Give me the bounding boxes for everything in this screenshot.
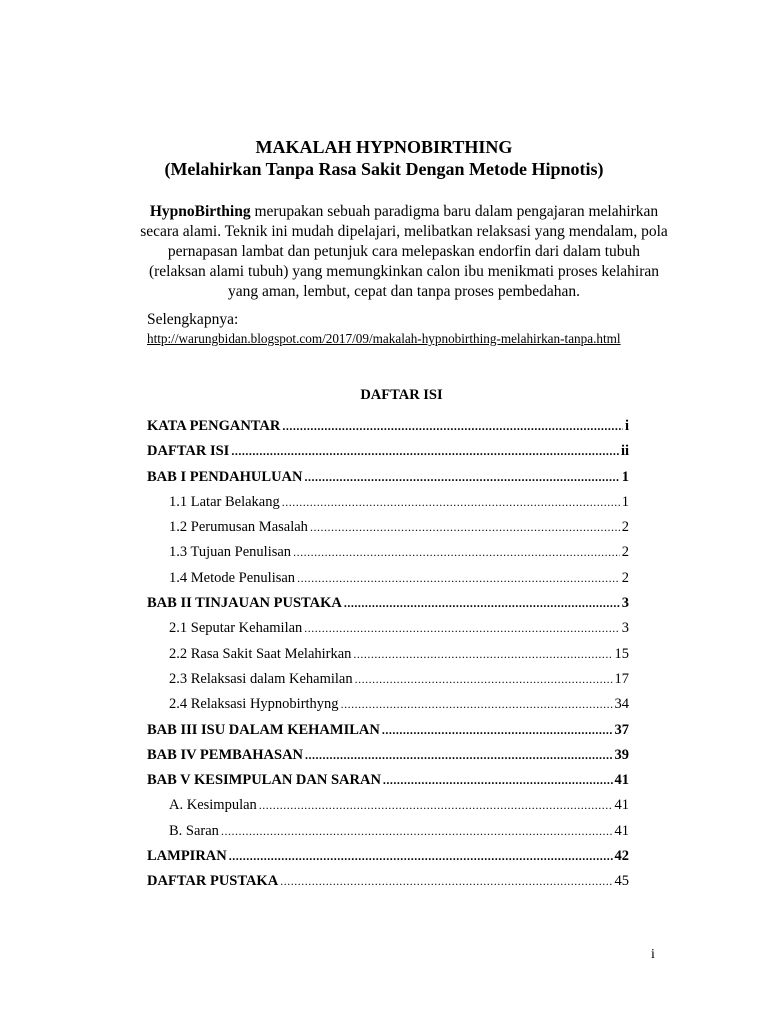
toc-entry xyxy=(147,517,629,542)
toc-leader-dots xyxy=(231,441,619,461)
toc-entry-page: i xyxy=(624,418,629,434)
toc-leader-dots xyxy=(259,795,613,815)
toc-entry-page: ii xyxy=(620,443,629,460)
toc-leader-dots xyxy=(310,517,620,537)
toc-entry xyxy=(147,644,629,669)
toc-leader-dots xyxy=(344,593,620,613)
toc-leader-dots xyxy=(382,720,613,740)
toc-entry-page: 2 xyxy=(621,544,629,561)
toc-entry-page: 34 xyxy=(614,696,629,713)
toc-entry-label: B. Saran xyxy=(169,822,219,839)
toc-entry-label: 2.2 Rasa Sakit Saat Melahirkan xyxy=(169,645,352,662)
toc-leader-dots xyxy=(305,745,612,765)
toc-entry-label: BAB III ISU DALAM KEHAMILAN xyxy=(147,721,380,738)
toc-entry-label: 2.3 Relaksasi dalam Kehamilan xyxy=(169,670,353,687)
toc-entry-page: 17 xyxy=(614,670,629,687)
toc-entry-page: 2 xyxy=(621,569,629,586)
toc-entry-page: 1 xyxy=(621,468,629,485)
toc-entry-label: 1.3 Tujuan Penulisan xyxy=(169,544,292,561)
toc-entry-label: BAB IV PEMBAHASAN xyxy=(147,746,304,763)
toc-entry xyxy=(147,795,629,820)
toc-entry-label: 2.1 Seputar Kehamilan xyxy=(169,620,303,637)
toc-entry xyxy=(147,542,629,567)
toc-entry-page: 15 xyxy=(614,645,629,662)
toc-leader-dots xyxy=(297,568,620,588)
toc-entry-label: BAB V KESIMPULAN DAN SARAN xyxy=(147,772,381,789)
toc-entry xyxy=(147,669,629,694)
toc-entry xyxy=(147,568,629,593)
toc-entry-label: DAFTAR ISI xyxy=(147,443,230,460)
toc-leader-dots xyxy=(383,770,613,790)
toc-entry xyxy=(147,720,629,745)
toc-entry xyxy=(147,694,629,719)
toc-entry xyxy=(147,871,629,896)
more-label: Selengkapnya: xyxy=(147,311,239,328)
toc-entry-page: 2 xyxy=(621,519,629,536)
intro-paragraph xyxy=(140,202,668,302)
toc-entry-label: 1.2 Perumusan Masalah xyxy=(169,519,308,536)
toc-entry xyxy=(147,745,629,770)
toc-entry xyxy=(147,770,629,795)
toc-entry-page: 3 xyxy=(621,595,629,612)
intro-text: merupakan sebuah paradigma baru dalam pengajaran melahirkan secara alami. Teknik ini mudah dipelajari, melibatkan relaksasi yang mendalam, pola pernapasan lambat dan petunjuk cara melepaskan endorfin dari dalam tubuh (relaksan alami tubuh) yang memungkinkan calon ibu menikmati proses kelahiran yang aman, lembut, cepat dan tanpa proses pembedahan. xyxy=(140,203,668,300)
toc-entry-label: KATA PENGANTAR xyxy=(147,418,281,434)
toc-leader-dots xyxy=(341,694,613,714)
toc-title: DAFTAR ISI xyxy=(360,387,443,403)
toc-entry-page: 45 xyxy=(614,873,629,890)
toc-leader-dots xyxy=(305,467,620,487)
toc-entry-page: 37 xyxy=(614,721,629,738)
toc-entry xyxy=(147,618,629,643)
toc-leader-dots xyxy=(221,821,613,841)
document-subtitle: (Melahirkan Tanpa Rasa Sakit Dengan Metode Hipnotis) xyxy=(164,159,604,179)
page-number: i xyxy=(651,947,655,962)
toc-entry-page: 1 xyxy=(621,493,629,510)
toc-entry xyxy=(147,593,629,618)
toc-entry-page: 41 xyxy=(614,772,629,789)
toc-leader-dots xyxy=(229,846,613,866)
toc-entry-page: 3 xyxy=(621,620,629,637)
toc-entry xyxy=(147,441,629,466)
intro-bold-term: HypnoBirthing xyxy=(149,203,251,220)
toc-entry-label: LAMPIRAN xyxy=(147,848,227,865)
toc-entry-label: 1.1 Latar Belakang xyxy=(169,493,280,510)
toc-entry xyxy=(147,416,629,441)
document-title: MAKALAH HYPNOBIRTHING xyxy=(255,137,513,157)
toc-entry-page: 42 xyxy=(614,848,629,865)
toc-entry xyxy=(147,846,629,871)
toc-leader-dots xyxy=(304,618,619,638)
toc-entry xyxy=(147,492,629,517)
source-link[interactable]: http://warungbidan.blogspot.com/2017/09/makalah-hypnobirthing-melahirkan-tanpa.html xyxy=(147,331,621,346)
toc-entry xyxy=(147,821,629,846)
toc-entry xyxy=(147,467,629,492)
toc-leader-dots xyxy=(355,669,613,689)
toc-entry-label: DAFTAR PUSTAKA xyxy=(147,873,279,890)
toc-entry-label: 1.4 Metode Penulisan xyxy=(169,569,296,586)
table-of-contents xyxy=(147,416,629,897)
toc-leader-dots xyxy=(293,542,620,562)
toc-entry-page: 41 xyxy=(614,822,629,839)
toc-entry-label: 2.4 Relaksasi Hypnobirthyng xyxy=(169,696,339,713)
toc-entry-label: BAB II TINJAUAN PUSTAKA xyxy=(147,595,342,612)
toc-entry-page: 39 xyxy=(614,746,629,763)
toc-leader-dots xyxy=(280,871,612,891)
toc-leader-dots xyxy=(353,644,612,664)
toc-leader-dots xyxy=(282,492,620,512)
toc-leader-dots xyxy=(282,416,623,436)
toc-entry-page: 41 xyxy=(614,797,629,814)
toc-entry-label: A. Kesimpulan xyxy=(169,797,257,814)
toc-entry-label: BAB I PENDAHULUAN xyxy=(147,468,303,485)
